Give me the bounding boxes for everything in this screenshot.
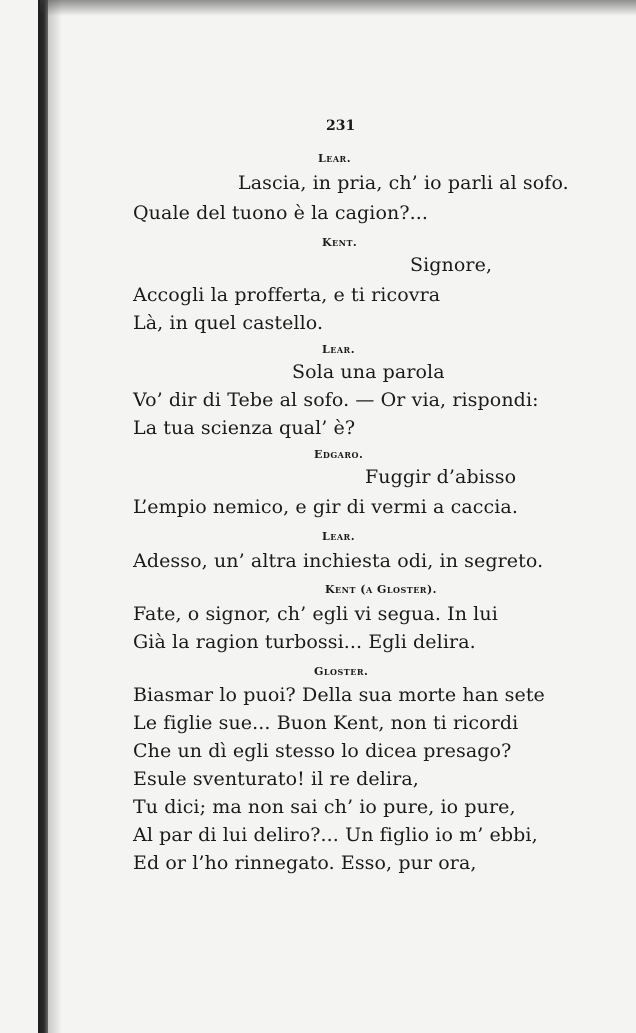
speaker-name: Lear.	[318, 152, 352, 165]
verse-line: Sola una parola	[292, 361, 445, 383]
verse-line: Già la ragion turbossi... Egli delira.	[133, 631, 476, 653]
verse-line: Lascia, in pria, ch’ io parli al sofo.	[238, 172, 569, 194]
spine-shadow	[48, 0, 62, 1033]
verse-line: Che un dì egli stesso lo dicea presago?	[133, 740, 512, 762]
verse-line: Signore,	[410, 254, 493, 276]
verse-line: Esule sventurato! il re delira,	[133, 768, 419, 790]
speaker-name: Kent.	[322, 236, 358, 249]
verse-line: L’empio nemico, e gir di vermi a caccia.	[133, 496, 518, 518]
page-top-edge	[40, 0, 636, 16]
verse-line: Adesso, un’ altra inchiesta odi, in segreto.	[133, 550, 544, 572]
verse-line: Biasmar lo puoi? Della sua morte han sete	[133, 684, 545, 706]
verse-line: Vo’ dir di Tebe al sofo. — Or via, rispondi:	[133, 389, 539, 411]
verse-line: Fuggir d’abisso	[365, 466, 517, 488]
verse-line: Quale del tuono è la cagion?...	[133, 202, 429, 224]
verse-line: Ed or l’ho rinnegato. Esso, pur ora,	[133, 852, 477, 874]
verse-line: La tua scienza qual’ è?	[133, 417, 356, 439]
speaker-name: Kent (a Gloster).	[325, 583, 437, 596]
verse-line: Fate, o signor, ch’ egli vi segua. In lui	[133, 603, 498, 625]
verse-line: Accogli la profferta, e ti ricovra	[133, 284, 441, 306]
speaker-name: Edgaro.	[314, 448, 364, 461]
verse-line: Là, in quel castello.	[133, 312, 324, 334]
verse-line: Al par di lui deliro?... Un figlio io m’ ebbi,	[133, 824, 538, 846]
speaker-name: Lear.	[322, 530, 356, 543]
page-number: 231	[326, 118, 356, 134]
verse-line: Tu dici; ma non sai ch’ io pure, io pure,	[133, 796, 516, 818]
book-spine	[38, 0, 48, 1033]
speaker-name: Lear.	[322, 343, 356, 356]
verse-line: Le figlie sue... Buon Kent, non ti ricordi	[133, 712, 519, 734]
speaker-name: Gloster.	[314, 665, 369, 678]
